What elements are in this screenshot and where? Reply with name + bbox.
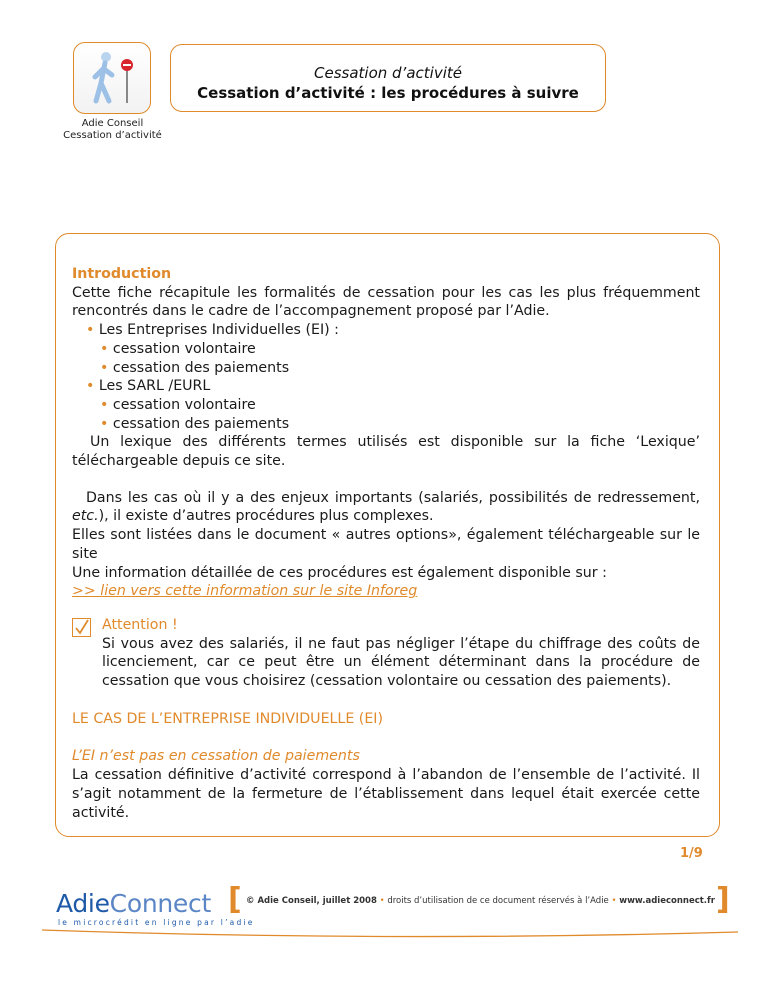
bullet-icon: • bbox=[86, 378, 95, 395]
footer-bracket-right: ] bbox=[716, 882, 730, 917]
list-item: • cessation volontaire bbox=[100, 396, 256, 413]
intro-heading: Introduction bbox=[72, 266, 172, 282]
lexique-paragraph: Un lexique des différents termes utilisés est disponible sur la fiche ‘Lexique’ téléchargeable depuis ce site. bbox=[72, 434, 700, 470]
list-item: • cessation des paiements bbox=[100, 415, 290, 432]
logo-frame bbox=[73, 42, 151, 114]
section-subheading: L’EI n’est pas en cessation de paiements bbox=[72, 748, 360, 765]
footer-bracket-left: [ bbox=[228, 882, 242, 917]
title-box bbox=[170, 44, 606, 112]
attention-text: Si vous avez des salariés, il ne faut pas négliger l’étape du chiffrage des coûts de licenciement, car ce peut être un élément déterminant dans la procédure de cessation que vous choisirez (cessation volontaire ou cessation des paiements). bbox=[102, 635, 700, 690]
options-paragraph: Elles sont listées dans le document « autres options», également téléchargeable sur le site bbox=[72, 527, 700, 562]
info-paragraph: Une information détaillée de ces procédures est également disponible sur : bbox=[72, 564, 607, 581]
footer-rights: droits d’utilisation de ce document réservés à l’Adie bbox=[387, 896, 609, 906]
document-body bbox=[72, 265, 700, 822]
bullet-icon: • bbox=[86, 322, 95, 339]
list-item: • cessation des paiements bbox=[100, 359, 290, 376]
checkmark-icon bbox=[72, 618, 91, 637]
logo-caption bbox=[55, 118, 170, 142]
section-paragraph: La cessation définitive d’activité correspond à l’abandon de l’ensemble de l’activité. Il s’agit notamment de la fermeture de l’établissement dans lequel était exercée cette activité. bbox=[72, 767, 700, 821]
inforeg-link[interactable]: >> lien vers cette information sur le site Inforeg bbox=[72, 583, 418, 600]
footer-divider bbox=[40, 928, 740, 940]
section-heading: LE CAS DE L’ENTREPRISE INDIVIDUELLE (EI) bbox=[72, 710, 384, 727]
logo-tagline: le microcrédit en ligne par l’adie bbox=[58, 918, 255, 927]
bullet-icon: • bbox=[100, 340, 109, 357]
list-item: • cessation volontaire bbox=[100, 340, 256, 357]
list-item: • Les SARL /EURL bbox=[86, 378, 211, 395]
bullet-icon: • bbox=[100, 396, 109, 413]
intro-paragraph: Cette fiche récapitule les formalités de cessation pour les cas les plus fréquemment rencontrés dans le cadre de l’accompagnement proposé par l’Adie. bbox=[72, 284, 700, 320]
list-item: • Les Entreprises Individuelles (EI) : bbox=[86, 322, 339, 339]
logo-caption-line-2: Cessation d’activité bbox=[63, 130, 162, 141]
attention-title: Attention ! bbox=[102, 616, 178, 633]
page-title-italic: Cessation d’activité bbox=[314, 64, 462, 82]
procedures-paragraph: Dans les cas où il y a des enjeux importants (salariés, possibilités de redressement, etc.), il existe d’autres procédures plus complexes. bbox=[72, 489, 700, 525]
footer-website: www.adieconnect.fr bbox=[619, 896, 715, 906]
bullet-icon: • bbox=[100, 415, 109, 432]
logo-caption-line-1: Adie Conseil bbox=[81, 118, 144, 129]
page-number: 1/9 bbox=[680, 846, 703, 861]
walking-person-stop-sign-icon bbox=[74, 43, 149, 112]
footer-copyright: © Adie Conseil, juillet 2008 bbox=[246, 896, 377, 906]
footer-text: © Adie Conseil, juillet 2008 • droits d’utilisation de ce document réservés à l’Adie • www.adieconnect.fr bbox=[246, 896, 715, 906]
attention-box bbox=[72, 616, 700, 691]
bullet-icon: • bbox=[100, 359, 109, 376]
page-title: Cessation d’activité : les procédures à suivre bbox=[197, 84, 579, 102]
adieconnect-logo: AdieConnect bbox=[56, 889, 211, 918]
